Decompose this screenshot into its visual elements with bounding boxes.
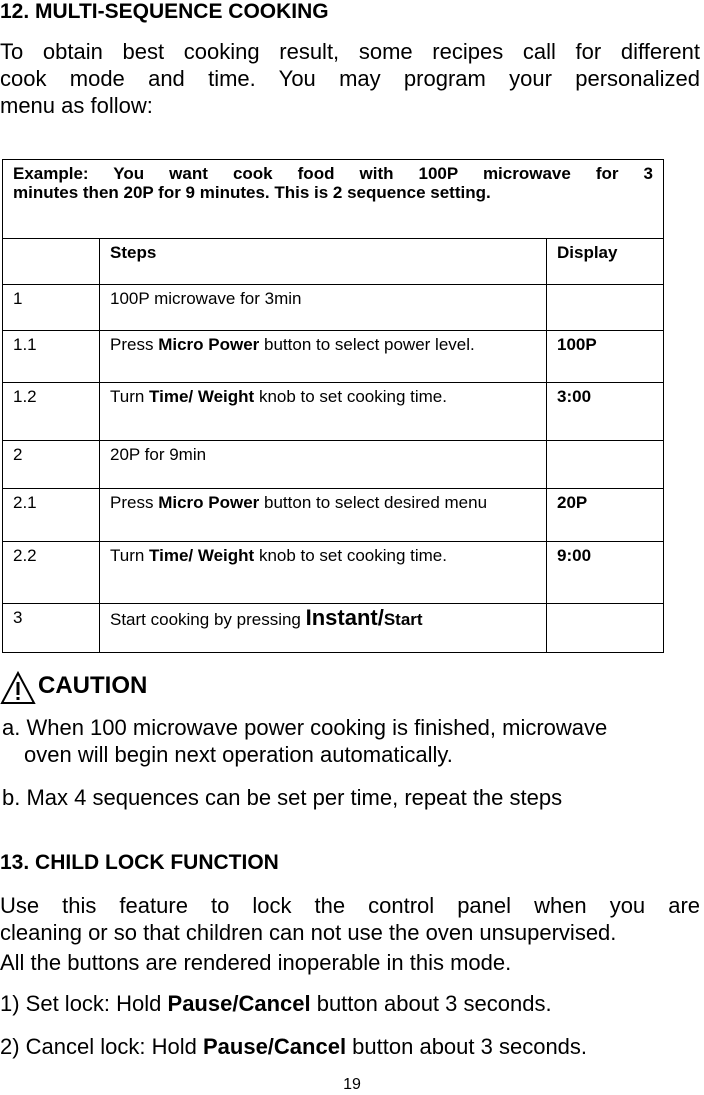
row-number: 2 bbox=[3, 441, 100, 489]
row-number: 2.1 bbox=[3, 489, 100, 542]
intro-line-2: cook mode and time. You may program your personalized bbox=[0, 66, 700, 91]
header-steps: Steps bbox=[100, 239, 547, 285]
caution-item-a-line-2: oven will begin next operation automatically. bbox=[24, 742, 453, 767]
intro-line-1: To obtain best cooking result, some recipes call for different bbox=[0, 39, 700, 64]
example-line-1: Example: You want cook food with 100P microwave for 3 bbox=[13, 164, 653, 183]
row-description: Start cooking by pressing Instant/Start bbox=[100, 604, 547, 653]
row-description: 100P microwave for 3min bbox=[100, 285, 547, 331]
table-row bbox=[3, 285, 664, 331]
set-lock-instruction: 1) Set lock: Hold Pause/Cancel button about 3 seconds. bbox=[0, 991, 552, 1016]
caution-item-a-line-1: a. When 100 microwave power cooking is finished, microwave bbox=[2, 715, 608, 740]
cancel-lock-instruction: 2) Cancel lock: Hold Pause/Cancel button about 3 seconds. bbox=[0, 1034, 588, 1059]
row-description: Press Micro Power button to select power level. bbox=[100, 331, 547, 383]
row-display: 100P bbox=[547, 331, 664, 383]
header-display: Display bbox=[547, 239, 664, 285]
row-display bbox=[547, 285, 664, 331]
row-display bbox=[547, 604, 664, 653]
page-number: 19 bbox=[343, 1076, 361, 1093]
child-lock-line-1: Use this feature to lock the control panel when you are bbox=[0, 893, 700, 918]
child-lock-line-2: cleaning or so that children can not use the oven unsupervised. bbox=[0, 920, 617, 945]
row-description: Turn Time/ Weight knob to set cooking time. bbox=[100, 383, 547, 441]
row-number: 1.2 bbox=[3, 383, 100, 441]
row-number: 1.1 bbox=[3, 331, 100, 383]
table-row bbox=[3, 383, 664, 441]
child-lock-line-3: All the buttons are rendered inoperable in this mode. bbox=[0, 950, 512, 975]
section-13-heading: 13. CHILD LOCK FUNCTION bbox=[0, 851, 279, 874]
example-cell bbox=[3, 160, 664, 239]
warning-triangle-icon bbox=[0, 671, 36, 705]
header-num-cell bbox=[3, 239, 100, 285]
row-description: Press Micro Power button to select desired menu bbox=[100, 489, 547, 542]
caution-title: CAUTION bbox=[38, 672, 148, 699]
steps-table bbox=[2, 159, 664, 653]
row-display: 9:00 bbox=[547, 542, 664, 604]
table-row bbox=[3, 604, 664, 653]
caution-item-b: b. Max 4 sequences can be set per time, repeat the steps bbox=[2, 785, 563, 810]
table-row bbox=[3, 489, 664, 542]
table-row bbox=[3, 441, 664, 489]
table-row bbox=[3, 542, 664, 604]
row-number: 2.2 bbox=[3, 542, 100, 604]
row-display: 20P bbox=[547, 489, 664, 542]
table-row bbox=[3, 331, 664, 383]
example-line-2: minutes then 20P for 9 minutes. This is 2 sequence setting. bbox=[13, 183, 491, 202]
row-description: 20P for 9min bbox=[100, 441, 547, 489]
row-display bbox=[547, 441, 664, 489]
intro-line-3: menu as follow: bbox=[0, 93, 153, 118]
row-number: 1 bbox=[3, 285, 100, 331]
section-12-heading: 12. MULTI-SEQUENCE COOKING bbox=[0, 0, 329, 23]
row-number: 3 bbox=[3, 604, 100, 653]
row-display: 3:00 bbox=[547, 383, 664, 441]
row-description: Turn Time/ Weight knob to set cooking time. bbox=[100, 542, 547, 604]
